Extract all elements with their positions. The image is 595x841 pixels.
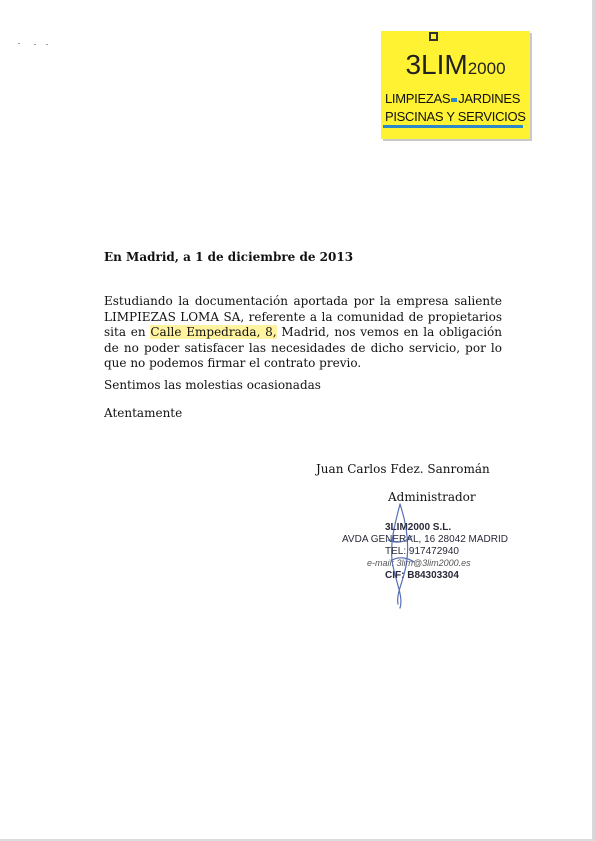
- signatory-name: Juan Carlos Fdez. Sanromán: [316, 462, 490, 476]
- scan-speck: [34, 44, 36, 45]
- stamp-address: AVDA GENERAL, 16 28042 MADRID: [342, 534, 508, 545]
- closing-apology: Sentimos las molestias ocasionadas: [104, 378, 321, 392]
- handwritten-signature: [370, 500, 430, 610]
- signatory-role: Administrador: [388, 490, 476, 504]
- logo-tagline-jardines: JARDINES: [458, 91, 521, 106]
- scan-speck: [46, 44, 48, 45]
- body-text-end: Madrid, nos vemos en la obligación de no poder satisfacer las necesidades de dicho servicio, por lo que no podemos firmar el contrato previo.: [104, 325, 502, 370]
- stamp-phone: TEL: 917472940: [385, 546, 459, 557]
- logo-tagline-limpiezas: LIMPIEZAS: [385, 91, 451, 106]
- stamp-email: e-mail: 3lim@3lim2000.es: [367, 558, 471, 568]
- logo-brand-year: 2000: [467, 59, 506, 78]
- letter-body: [104, 294, 502, 372]
- stamp-company: 3LIM2000 S.L.: [385, 522, 452, 533]
- logo-cube-icon: [429, 32, 438, 41]
- logo-tagline-2: PISCINAS Y SERVICIOS: [385, 109, 526, 124]
- body-text-start: Estudiando la documentación aportada por la empresa saliente LIMPIEZAS LOMA SA, referente a la comunidad de propietarios sita en: [104, 294, 502, 339]
- logo-brand: [381, 51, 530, 79]
- closing-regards: Atentamente: [104, 406, 183, 420]
- highlighted-address: Calle Empedrada, 8,: [150, 325, 277, 339]
- stamp-cif: CIF: B84303304: [385, 570, 459, 581]
- scan-speck: [18, 43, 20, 44]
- company-logo: [381, 31, 530, 139]
- letter-date: En Madrid, a 1 de diciembre de 2013: [104, 250, 354, 264]
- logo-dash: [451, 98, 457, 102]
- logo-brand-main: 3LIM: [405, 49, 468, 80]
- logo-underline: [383, 125, 523, 128]
- logo-tagline-1: [385, 91, 520, 106]
